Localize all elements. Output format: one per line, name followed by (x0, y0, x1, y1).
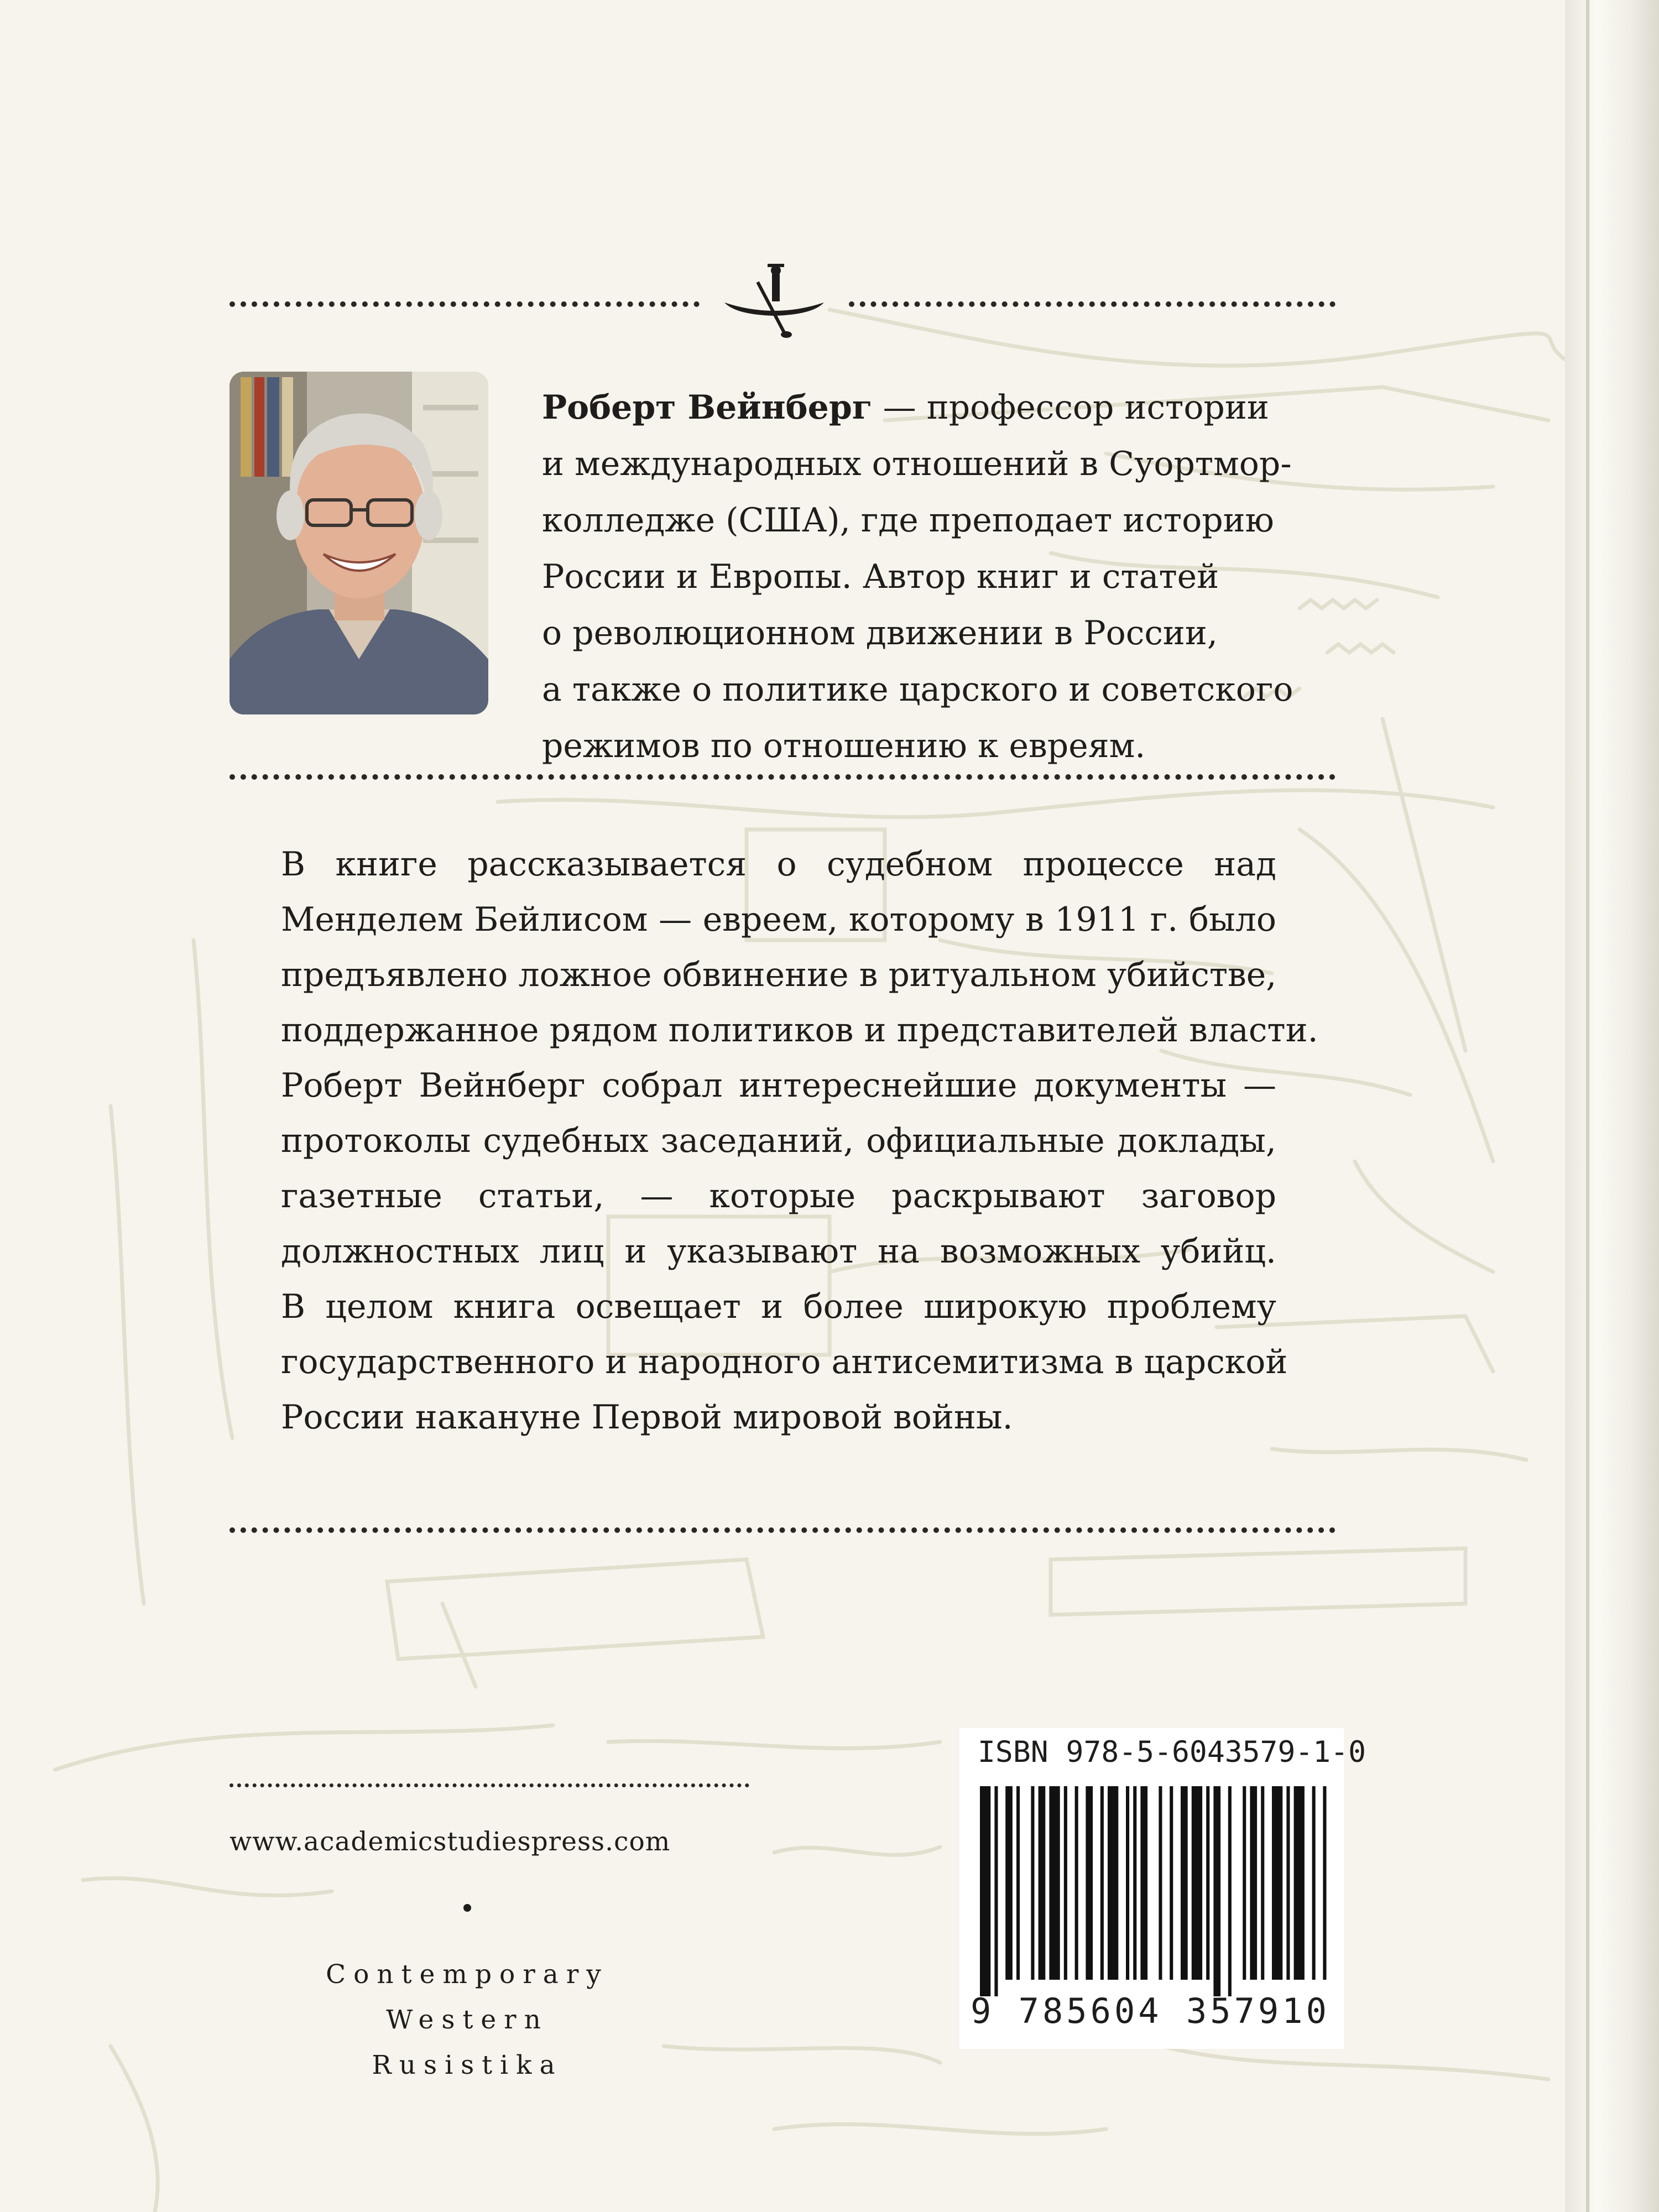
description-line: должностных лиц и указывают на возможных убийц. (281, 1232, 1276, 1271)
author-name: Роберт Вейнберг (542, 388, 873, 427)
bio-line-6: а также о политике царского и советского (542, 670, 1293, 709)
bio-line-4: России и Европы. Автор книг и статей (542, 557, 1219, 596)
description-line: В книге рассказывается о судебном процессе над (281, 845, 1276, 884)
series-line: Western (386, 2005, 549, 2035)
barcode-bar (1250, 1786, 1257, 1980)
author-bio (542, 379, 1327, 774)
description-line: Роберт Вейнберг собрал интереснейшие документы — (281, 1066, 1276, 1105)
description-line: протоколы судебных заседаний, официальные доклады, (281, 1121, 1276, 1160)
barcode-bar (1133, 1786, 1136, 1980)
top-divider-right (849, 301, 1335, 307)
barcode-bar (1192, 1786, 1202, 1980)
barcode-bar (1294, 1786, 1305, 1980)
author-portrait-image (229, 372, 488, 714)
bio-line-7: режимов по отношению к евреям. (542, 727, 1146, 765)
description-line: государственного и народного антисемитизма в царской (281, 1343, 1288, 1381)
barcode-bar (1086, 1786, 1093, 1980)
publisher-website: www.academicstudiespress.com (229, 1827, 671, 1857)
barcode-bar (1286, 1786, 1290, 1980)
spine-crease (1586, 0, 1589, 2212)
bio-line-2: и международных отношений в Суортмор- (542, 445, 1292, 483)
barcode-bar (1213, 1786, 1220, 1996)
author-photo (229, 372, 488, 714)
bio-line-3: колледже (США), где преподает историю (542, 501, 1274, 540)
barcode-bar (1039, 1786, 1046, 1980)
description-line: России накануне Первой мировой войны. (281, 1398, 1013, 1437)
barcode-bar (1005, 1786, 1013, 1980)
description-line: поддержанное рядом политиков и представителей власти. (281, 1011, 1318, 1050)
description-line: предъявлено ложное обвинение в ритуальном убийстве, (281, 956, 1277, 994)
barcode-bar (1100, 1786, 1104, 1980)
barcode-bar (1075, 1786, 1078, 1980)
barcode-bar (1261, 1786, 1264, 1980)
description-line: газетные статьи, — которые раскрывают заговор (281, 1177, 1276, 1215)
spine-edge (1565, 0, 1659, 2212)
barcode-bar (1031, 1786, 1034, 1980)
bullet-separator (463, 1904, 471, 1912)
barcode-bar (1140, 1786, 1147, 1980)
series-line: Rusistika (372, 2050, 563, 2080)
bottom-divider (229, 1527, 1335, 1533)
barcode-bar (1312, 1786, 1316, 1980)
barcode-bar (1108, 1786, 1118, 1980)
barcode-bars (980, 1786, 1328, 1996)
barcode-digits: 9 785604 357910 (971, 1991, 1330, 2031)
barcode-bar (994, 1786, 998, 1996)
barcode-bar (1272, 1786, 1282, 1980)
barcode-bar (1206, 1786, 1209, 1980)
top-divider-left (229, 301, 700, 307)
isbn-label: ISBN 978-5-6043579-1-0 (978, 1735, 1366, 1769)
barcode-bar (980, 1786, 990, 1996)
barcode-bar (1228, 1786, 1232, 1996)
middle-divider (229, 774, 1335, 780)
barcode-bar (1181, 1786, 1188, 1980)
description-line: Менделем Бейлисом — евреем, которому в 1911 г. было (281, 900, 1276, 939)
barcode-bar (1016, 1786, 1020, 1980)
series-title (288, 1952, 647, 2088)
book-description (281, 837, 1318, 1445)
series-line: Contemporary (326, 1959, 609, 1990)
barcode-bar (1323, 1786, 1326, 1980)
boat-with-rower-icon (719, 257, 830, 340)
bio-line-5: о революционном движении в России, (542, 614, 1218, 653)
bio-line-1-rest: — профессор истории (872, 388, 1269, 427)
barcode-bar (1170, 1786, 1173, 1980)
barcode-bar (1159, 1786, 1162, 1980)
bio-line-1 (542, 379, 1327, 436)
barcode-bar (1243, 1786, 1246, 1980)
barcode-bar (1126, 1786, 1129, 1980)
publisher-divider (229, 1783, 749, 1787)
barcode-bar (1064, 1786, 1067, 1980)
description-line: В целом книга освещает и более широкую проблему (281, 1287, 1276, 1326)
barcode-bar (1049, 1786, 1060, 1980)
